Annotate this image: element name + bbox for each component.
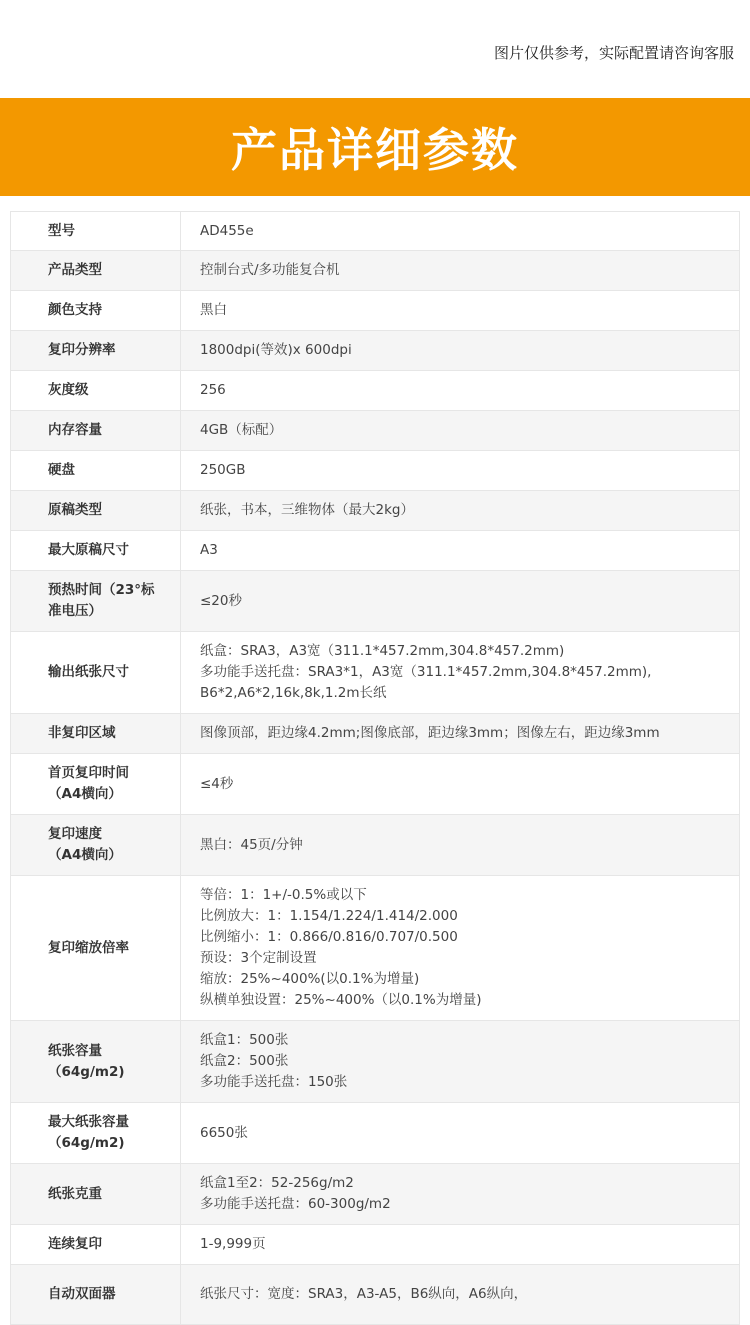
spec-label: 复印缩放倍率 [11,876,181,1020]
spec-row [10,1225,740,1265]
spec-value [181,754,739,814]
spec-value-line: 预设：3个定制设置 [200,950,317,966]
spec-row [10,251,740,291]
spec-row [10,876,740,1021]
spec-value-line: 比例放大：1：1.154/1.224/1.414/2.000 [200,908,458,924]
spec-value-line: 多功能手送托盘：60-300g/m2 [200,1196,391,1212]
spec-row [10,714,740,754]
spec-label: 复印分辨率 [11,331,181,370]
spec-value-line: B6*2,A6*2,16k,8k,1.2m长纸 [200,685,387,701]
spec-row [10,491,740,531]
spec-value-line: 纸盒2：500张 [200,1053,289,1069]
spec-value [181,531,739,570]
banner-title: 产品详细参数 [231,123,519,177]
spec-value [181,876,739,1020]
spec-value [181,371,739,410]
spec-row [10,1103,740,1164]
spec-value-line: 4GB（标配） [200,422,283,438]
spec-value-line: 黑白：45页/分钟 [200,836,303,853]
spec-value-line: 纸张，书本，三维物体（最大2kg） [200,502,414,518]
spec-label: 首页复印时间 （A4横向） [11,754,181,814]
spec-row [10,211,740,251]
spec-value [181,1225,739,1264]
spec-value-line: 缩放：25%~400%(以0.1%为增量) [200,971,420,987]
spec-value-line: 250GB [200,462,246,478]
spec-value-line: ≤4秒 [200,775,234,792]
spec-value-line: 多功能手送托盘：SRA3*1，A3宽（311.1*457.2mm,304.8*457.2mm), [200,664,652,680]
spec-label: 型号 [11,212,181,250]
spec-value-line: 256 [200,382,226,398]
spec-row [10,571,740,632]
spec-row [10,1164,740,1225]
spec-row [10,331,740,371]
spec-row [10,531,740,571]
spec-value-line: 图像顶部，距边缘4.2mm;图像底部，距边缘3mm；图像左右，距边缘3mm [200,725,660,741]
spec-label: 非复印区域 [11,714,181,753]
spec-value [181,331,739,370]
spec-value-line: 纸盒1至2：52-256g/m2 [200,1175,354,1191]
spec-row [10,1265,740,1325]
spec-label: 最大纸张容量 （64g/m2) [11,1103,181,1163]
spec-label: 灰度级 [11,371,181,410]
spec-row [10,632,740,714]
spec-value-line: A3 [200,542,218,558]
spec-label: 输出纸张尺寸 [11,632,181,713]
spec-row [10,411,740,451]
spec-value [181,714,739,753]
spec-row [10,815,740,876]
spec-value [181,251,739,290]
spec-value [181,1103,739,1163]
spec-value-line: 等倍：1：1+/-0.5%或以下 [200,887,367,903]
spec-value [181,571,739,631]
spec-value [181,815,739,875]
spec-label: 硬盘 [11,451,181,490]
spec-label: 颜色支持 [11,291,181,330]
spec-value [181,451,739,490]
spec-label: 产品类型 [11,251,181,290]
spec-row [10,754,740,815]
spec-value-line: ≤20秒 [200,592,242,609]
spec-value-line: 纸盒：SRA3，A3宽（311.1*457.2mm,304.8*457.2mm) [200,643,565,659]
spec-label: 内存容量 [11,411,181,450]
spec-table [10,211,740,1325]
spec-value [181,632,739,713]
spec-value [181,491,739,530]
disclaimer-text: 图片仅供参考，实际配置请咨询客服 [493,44,734,62]
section-banner [0,98,750,196]
spec-label: 预热时间（23°标 准电压） [11,571,181,631]
spec-label: 复印速度 （A4横向） [11,815,181,875]
spec-value-line: 纸张尺寸：宽度：SRA3，A3-A5，B6纵向，A6纵向， [200,1286,528,1302]
spec-value [181,1021,739,1102]
spec-value-line: 比例缩小：1：0.866/0.816/0.707/0.500 [200,929,458,945]
spec-value-line: 多功能手送托盘：150张 [200,1074,348,1090]
spec-row [10,371,740,411]
spec-label: 原稿类型 [11,491,181,530]
spec-value-line: 纵横单独设置：25%~400%（以0.1%为增量) [200,992,482,1008]
spec-value [181,1265,739,1324]
spec-value-line: 控制台式/多功能复合机 [200,262,340,278]
spec-label: 连续复印 [11,1225,181,1264]
spec-row [10,451,740,491]
spec-label: 最大原稿尺寸 [11,531,181,570]
spec-value [181,1164,739,1224]
spec-value-line: 1-9,999页 [200,1236,266,1252]
spec-value-line: 1800dpi(等效)x 600dpi [200,342,352,358]
spec-value [181,291,739,330]
spec-label: 纸张容量 （64g/m2) [11,1021,181,1102]
spec-row [10,1021,740,1103]
spec-value [181,212,739,250]
spec-row [10,291,740,331]
spec-value [181,411,739,450]
spec-value-line: 纸盒1：500张 [200,1032,289,1048]
spec-label: 纸张克重 [11,1164,181,1224]
spec-value-line: AD455e [200,222,254,239]
spec-value-line: 6650张 [200,1124,248,1141]
spec-value-line: 黑白 [200,302,227,318]
spec-label: 自动双面器 [11,1265,181,1324]
